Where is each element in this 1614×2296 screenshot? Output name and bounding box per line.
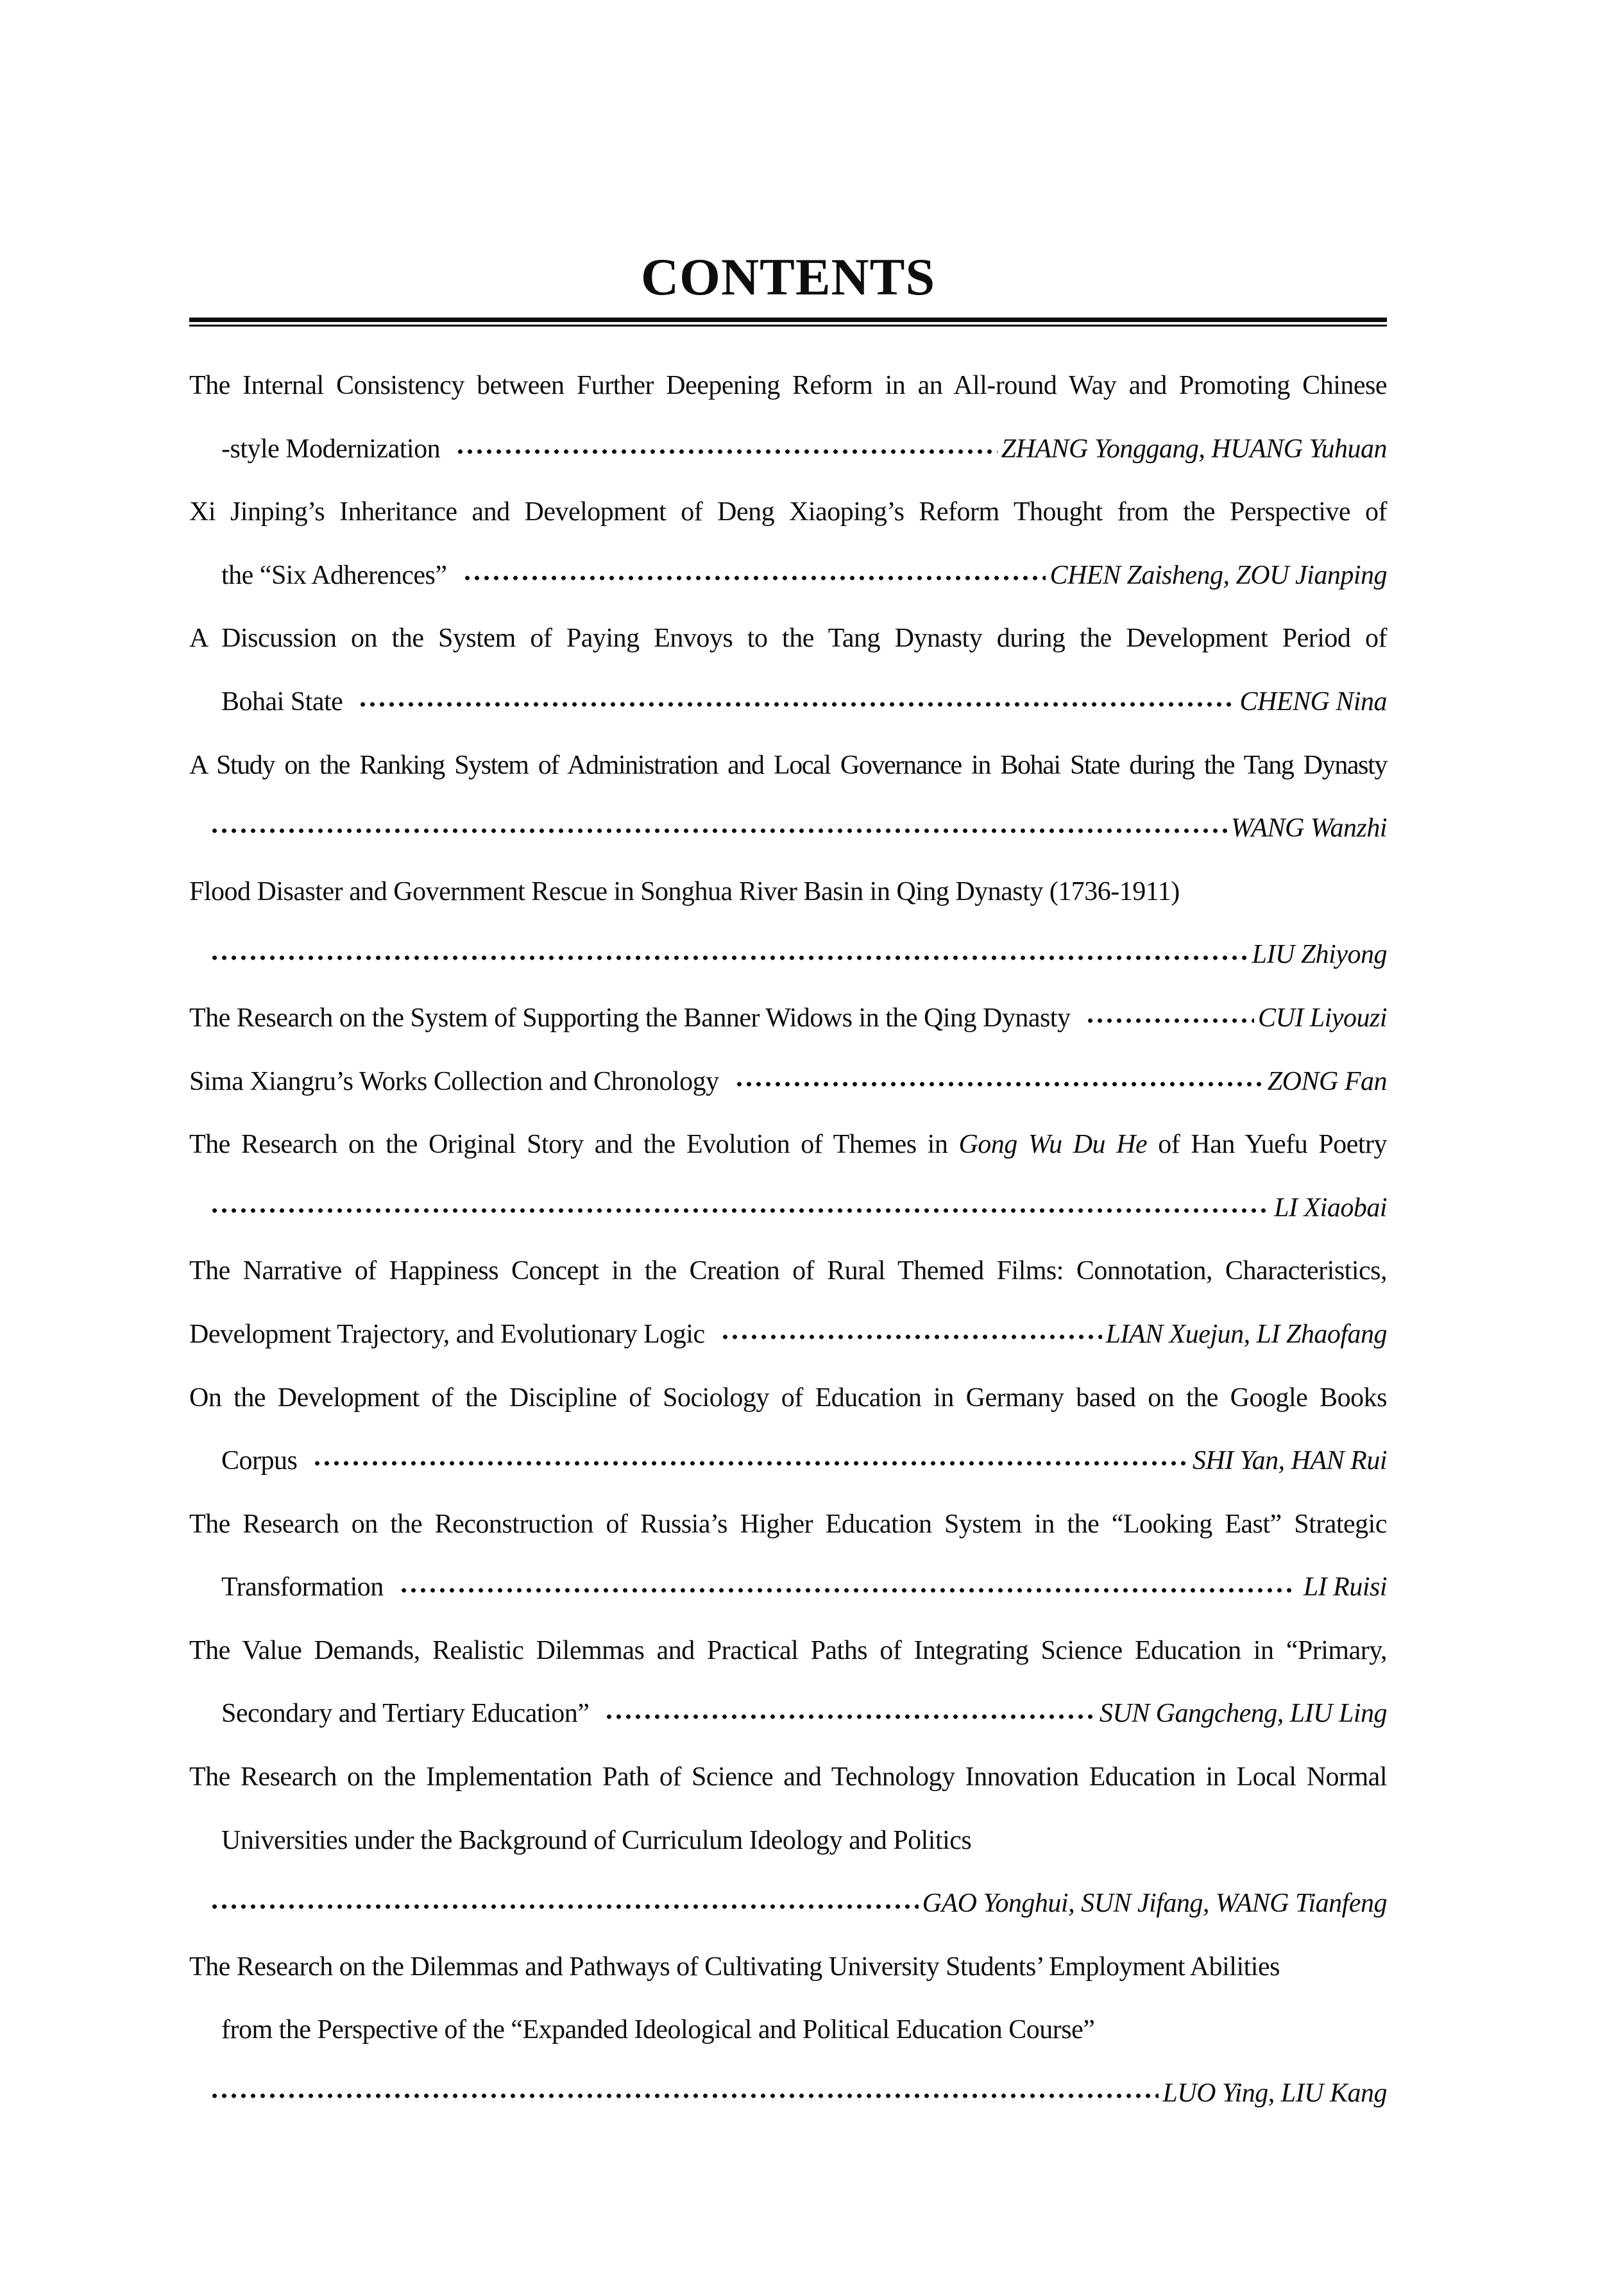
- toc-entry: [189, 1050, 1387, 1114]
- entry-title-segment: The Narrative of Happiness Concept in the Creation of Rural Themed Films: Connotation, Characteristics,: [189, 1256, 1387, 1286]
- dot-leader: [735, 1079, 1264, 1089]
- toc-line: [189, 670, 1387, 734]
- toc-line: [189, 987, 1387, 1050]
- entry-title-text: [221, 1809, 971, 1873]
- toc-entry: [189, 1239, 1387, 1366]
- entry-title-text: [189, 1935, 1280, 1999]
- toc-entry: [189, 1935, 1387, 2125]
- entry-title-segment: Universities under the Background of Curriculum Ideology and Politics: [221, 1825, 972, 1855]
- toc-line: [189, 1239, 1387, 1303]
- entry-title-segment: On the Development of the Discipline of Sociology of Education in Germany based on the Google Books: [189, 1382, 1387, 1413]
- entry-title-text: [189, 1113, 1387, 1177]
- dot-leader: [463, 573, 1046, 583]
- toc-line: [189, 1746, 1387, 1809]
- toc-line: [189, 1429, 1387, 1493]
- toc-line: [189, 1303, 1387, 1366]
- entry-title-segment: -style Modernization: [221, 434, 441, 464]
- entry-title-segment: Development Trajectory, and Evolutionary Logic: [189, 1319, 705, 1349]
- entry-title-segment: Corpus: [221, 1446, 298, 1476]
- entry-title-segment: The Research on the Reconstruction of Russia’s Higher Education System in the “Looking East” Strategic: [189, 1509, 1387, 1539]
- entry-authors: GAO Yonghui, SUN Jifang, WANG Tianfeng: [922, 1889, 1387, 1919]
- entry-title-text: [189, 987, 1070, 1050]
- toc-entry: [189, 1113, 1387, 1239]
- entry-title-text: [221, 1998, 1094, 2062]
- toc-line: [189, 1809, 1387, 1873]
- entry-title-segment: Sima Xiangru’s Works Collection and Chronology: [189, 1066, 719, 1096]
- toc-line: [189, 1493, 1387, 1556]
- toc-line: [189, 2062, 1387, 2125]
- entry-title-segment: Secondary and Tertiary Education”: [221, 1699, 590, 1729]
- toc-line: [189, 1366, 1387, 1430]
- entry-authors: SHI Yan, HAN Rui: [1192, 1446, 1387, 1476]
- entry-title-text: [189, 1239, 1387, 1303]
- toc-line: [189, 860, 1387, 924]
- dot-leader: [1085, 1016, 1254, 1026]
- entry-title-segment: of Han Yuefu Poetry: [1147, 1130, 1387, 1160]
- entry-authors: CHENG Nina: [1239, 686, 1387, 717]
- entry-title-text: [189, 1366, 1387, 1430]
- toc-line: [189, 1556, 1387, 1619]
- toc-line: [189, 1050, 1387, 1114]
- entry-authors: CUI Liyouzi: [1257, 1003, 1387, 1033]
- toc-entry: [189, 480, 1387, 607]
- entry-title-segment: A Discussion on the System of Paying Envoys to the Tang Dynasty during the Development Period of: [189, 624, 1387, 654]
- toc-entry: [189, 1619, 1387, 1746]
- entry-authors: ZONG Fan: [1267, 1066, 1387, 1096]
- entry-title-segment: The Research on the Original Story and the Evolution of Themes in: [189, 1130, 959, 1160]
- toc-line: [189, 734, 1387, 797]
- dot-leader: [720, 1332, 1102, 1342]
- toc-line: [189, 1113, 1387, 1177]
- toc-list: [189, 354, 1387, 2125]
- entry-authors: LIAN Xuejun, LI Zhaofang: [1105, 1319, 1387, 1349]
- entry-title-text: [189, 354, 1387, 418]
- toc-line: [189, 544, 1387, 608]
- dot-leader: [210, 1205, 1270, 1216]
- toc-line: [189, 1998, 1387, 2062]
- dot-leader: [312, 1458, 1188, 1468]
- dot-leader: [358, 699, 1236, 710]
- entry-authors: LI Ruisi: [1296, 1572, 1387, 1603]
- entry-title-text: [221, 418, 440, 481]
- page-title: CONTENTS: [640, 248, 936, 306]
- toc-entry: [189, 860, 1387, 987]
- dot-leader: [210, 1901, 919, 1912]
- toc-line: [189, 1872, 1387, 1935]
- toc-line: [189, 418, 1387, 481]
- dot-leader: [455, 446, 998, 457]
- dot-leader: [604, 1712, 1095, 1722]
- toc-line: [189, 354, 1387, 418]
- entry-title-text: [189, 1303, 705, 1366]
- entry-title-text: [189, 860, 1180, 924]
- toc-entry: [189, 607, 1387, 733]
- toc-entry: [189, 987, 1387, 1050]
- entry-title-segment: The Research on the Dilemmas and Pathways of Cultivating University Students’ Employment Abilities: [189, 1952, 1280, 1982]
- entry-title-text: [221, 1682, 589, 1746]
- entry-authors: SUN Gangcheng, LIU Ling: [1099, 1699, 1387, 1729]
- toc-line: [189, 1935, 1387, 1999]
- entry-authors: LIU Zhiyong: [1252, 940, 1387, 970]
- entry-title-text: [221, 1429, 297, 1493]
- entry-title-segment: Flood Disaster and Government Rescue in Songhua River Basin in Qing Dynasty (1736-1911): [189, 876, 1180, 906]
- entry-authors: ZHANG Yonggang, HUANG Yuhuan: [1001, 434, 1387, 464]
- entry-title-text: [189, 734, 1387, 797]
- toc-line: [189, 923, 1387, 987]
- entry-title-text: [189, 1493, 1387, 1556]
- entry-title-segment: The Research on the System of Supporting the Banner Widows in the Qing Dynasty: [189, 1003, 1071, 1033]
- dot-leader: [210, 953, 1248, 963]
- title-divider-rule: [189, 318, 1387, 327]
- entry-title-text: [221, 1556, 384, 1619]
- entry-title-segment: Transformation: [221, 1572, 384, 1603]
- toc-line: [189, 797, 1387, 860]
- dot-leader: [210, 2091, 1159, 2101]
- entry-authors: LI Xiaobai: [1274, 1193, 1387, 1223]
- entry-title-segment: The Value Demands, Realistic Dilemmas and Practical Paths of Integrating Science Education in “Primary,: [189, 1635, 1387, 1665]
- entry-title-segment: from the Perspective of the “Expanded Ideological and Political Education Course”: [221, 2015, 1095, 2045]
- entry-title-italic-segment: Gong Wu Du He: [958, 1130, 1148, 1160]
- entry-title-segment: Bohai State: [221, 686, 343, 717]
- entry-title-segment: A Study on the Ranking System of Administration and Local Governance in Bohai State during the Tang Dynasty: [189, 750, 1387, 780]
- dot-leader: [399, 1585, 1293, 1595]
- entry-title-segment: The Internal Consistency between Further Deepening Reform in an All-round Way and Promoting Chinese: [189, 371, 1387, 400]
- entry-authors: LUO Ying, LIU Kang: [1162, 2079, 1387, 2109]
- entry-authors: WANG Wanzhi: [1230, 813, 1387, 844]
- toc-line: [189, 480, 1387, 544]
- toc-line: [189, 1177, 1387, 1240]
- entry-title-text: [189, 1619, 1387, 1683]
- toc-entry: [189, 354, 1387, 480]
- toc-entry: [189, 1366, 1387, 1493]
- entry-title-text: [189, 480, 1387, 544]
- toc-line: [189, 1619, 1387, 1683]
- entry-title-segment: The Research on the Implementation Path of Science and Technology Innovation Education in Local Normal: [189, 1762, 1387, 1792]
- entry-authors: CHEN Zaisheng, ZOU Jianping: [1049, 560, 1387, 590]
- dot-leader: [210, 826, 1227, 836]
- entry-title-text: [189, 1050, 719, 1114]
- entry-title-text: [221, 670, 343, 734]
- page-content: [189, 0, 1387, 2125]
- toc-entry: [189, 1493, 1387, 1619]
- toc-line: [189, 607, 1387, 670]
- entry-title-segment: the “Six Adherences”: [221, 560, 447, 590]
- toc-entry: [189, 1746, 1387, 1935]
- entry-title-text: [189, 1746, 1387, 1809]
- toc-entry: [189, 734, 1387, 860]
- entry-title-text: [221, 544, 447, 608]
- entry-title-segment: Xi Jinping’s Inheritance and Development of Deng Xiaoping’s Reform Thought from the Perspective of: [189, 497, 1387, 527]
- toc-line: [189, 1682, 1387, 1746]
- entry-title-text: [189, 607, 1387, 670]
